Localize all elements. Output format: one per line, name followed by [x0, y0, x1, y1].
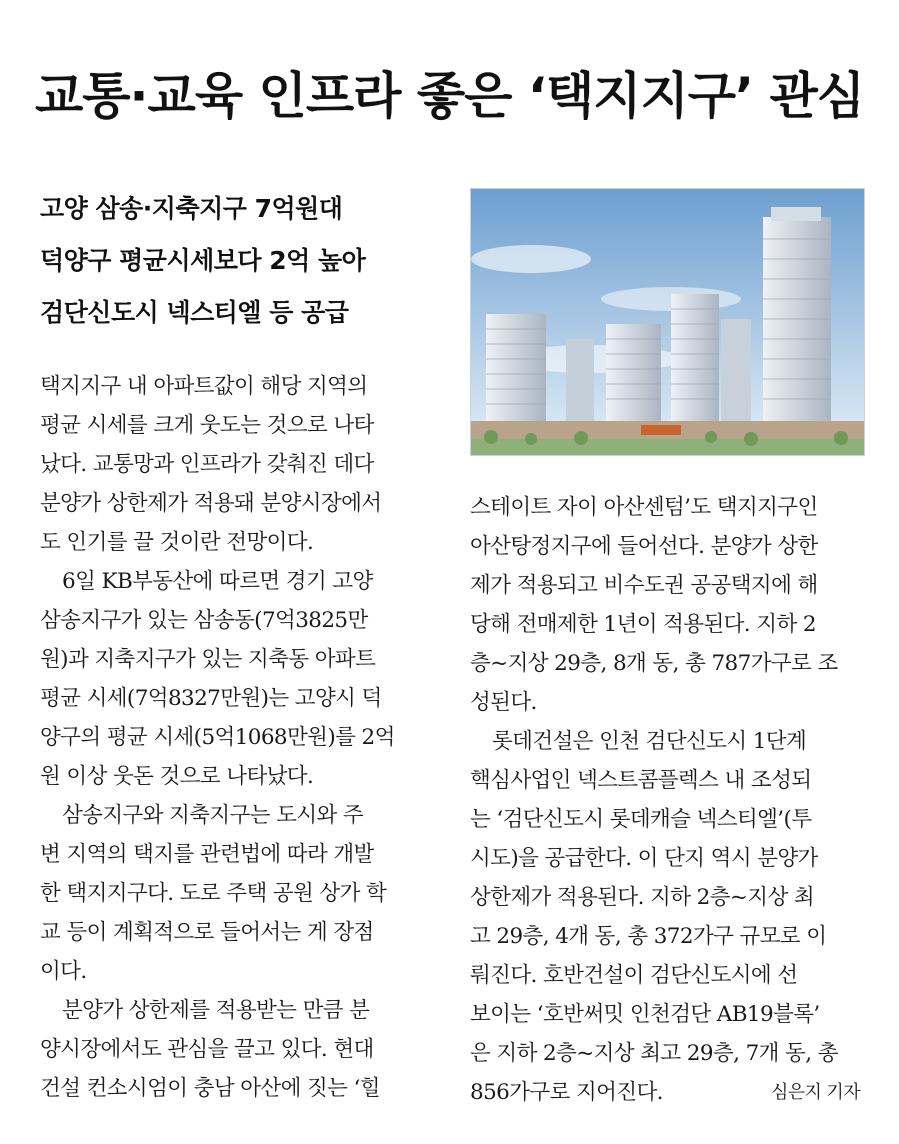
article-line: 856가구로 지어진다. — [470, 1080, 663, 1105]
article-line: 는 ‘검단신도시 롯데캐슬 넥스티엘’(투 — [470, 807, 812, 832]
article-line: 평균 시세(7억8327만원)는 고양시 덕 — [40, 686, 382, 711]
article-line: 이다. — [40, 959, 87, 984]
article-line: 6일 KB부동산에 따르면 경기 고양 — [62, 569, 373, 594]
article-line: 분양가 상한제를 적용받는 만큼 분 — [62, 998, 370, 1023]
article-line: 상한제가 적용된다. 지하 2층~지상 최 — [470, 885, 815, 910]
article-line: 스테이트 자이 아산센텀’도 택지지구인 — [470, 495, 818, 520]
article-line: 보이는 ‘호반써밋 인천검단 AB19블록’ — [470, 1002, 820, 1027]
article-line: 원 이상 웃돈 것으로 나타났다. — [40, 764, 314, 789]
article-line: 삼송지구가 있는 삼송동(7억3825만 — [40, 608, 368, 633]
headline: 교통·교육 인프라 좋은 ‘택지지구’ 관심 — [34, 67, 865, 125]
article-line: 시도)을 공급한다. 이 단지 역시 분양가 — [470, 846, 818, 871]
article-column-left — [40, 367, 440, 1108]
article-line: 롯데건설은 인천 검단신도시 1단계 — [492, 729, 807, 754]
article-line: 택지지구 내 아파트값이 해당 지역의 — [40, 374, 368, 399]
article-line: 당해 전매제한 1년이 적용된다. 지하 2 — [470, 612, 816, 637]
article-line: 삼송지구와 지축지구는 도시와 주 — [62, 803, 364, 828]
byline: 심은지 기자 — [770, 1082, 860, 1103]
subheadline-2: 덕양구 평균시세보다 2억 높아 — [40, 246, 366, 275]
subheadline-1: 고양 삼송·지축지구 7억원대 — [40, 194, 343, 223]
article-line: 도 인기를 끌 것이란 전망이다. — [40, 530, 314, 555]
article-line: 양시장에서도 관심을 끌고 있다. 현대 — [40, 1037, 374, 1062]
building-photo — [470, 188, 865, 456]
article-line: 성된다. — [470, 690, 537, 715]
subheadline-block — [40, 183, 460, 339]
article-line: 한 택지지구다. 도로 주택 공원 상가 학 — [40, 881, 387, 906]
closing-line — [470, 1073, 866, 1112]
article-line: 건설 컨소시엄이 충남 아산에 짓는 ‘힐 — [40, 1076, 380, 1101]
article-line: 났다. 교통망과 인프라가 갖춰진 데다 — [40, 452, 374, 477]
article-line: 변 지역의 택지를 관련법에 따라 개발 — [40, 842, 374, 867]
subheadline-3: 검단신도시 넥스티엘 등 공급 — [40, 298, 349, 327]
article-line: 분양가 상한제가 적용돼 분양시장에서 — [40, 491, 382, 516]
article-line: 교 등이 계획적으로 들어서는 게 장점 — [40, 920, 374, 945]
article-line: 핵심사업인 넥스트콤플렉스 내 조성되 — [470, 768, 812, 793]
article-line: 층~지상 29층, 8개 동, 총 787가구로 조 — [470, 651, 838, 676]
article-line: 제가 적용되고 비수도권 공공택지에 해 — [470, 573, 818, 598]
article-line: 은 지하 2층~지상 최고 29층, 7개 동, 총 — [470, 1041, 838, 1066]
article-line: 뤄진다. 호반건설이 검단신도시에 선 — [470, 963, 798, 988]
article-column-right — [470, 488, 866, 1112]
article-line: 고 29층, 4개 동, 총 372가구 규모로 이 — [470, 924, 827, 949]
article-line: 아산탕정지구에 들어선다. 분양가 상한 — [470, 534, 818, 559]
article-line: 원)과 지축지구가 있는 지축동 아파트 — [40, 647, 376, 672]
article-line: 양구의 평균 시세(5억1068만원)를 2억 — [40, 725, 395, 750]
article-line: 평균 시세를 크게 웃도는 것으로 나타 — [40, 413, 374, 438]
